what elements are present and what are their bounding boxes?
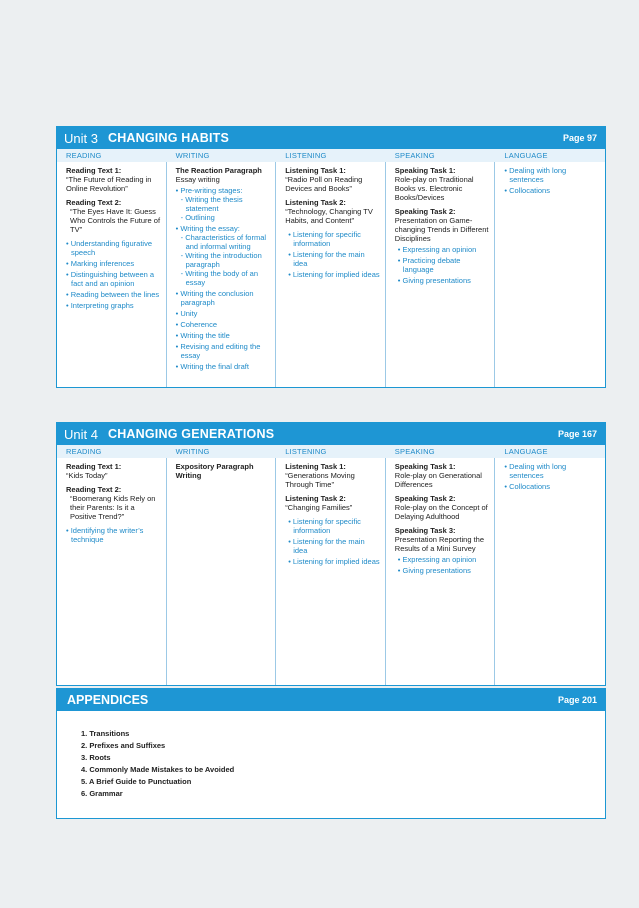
unit3-reading-column	[57, 162, 167, 387]
writing-skill: • Coherence	[176, 320, 272, 329]
writing-skill: • Writing the final draft	[176, 362, 272, 371]
reading-skill: • Marking inferences	[66, 259, 162, 268]
listening-skill: • Listening for specific information	[288, 517, 381, 535]
appendix-item: 4. Commonly Made Mistakes to be Avoided	[81, 765, 235, 774]
appendices-list	[57, 711, 605, 800]
listening-task-1-title: Listening Task 1:	[285, 462, 346, 471]
appendices-title: APPENDICES	[67, 693, 149, 707]
speaking-task-2-name: Presentation on Game-changing Trends in Different Disciplines	[394, 216, 489, 243]
unit3-column-headers	[57, 149, 605, 162]
reading-text-1-name: “Kids Today”	[66, 471, 108, 480]
appendix-item: 2. Prefixes and Suffixes	[81, 741, 166, 750]
listening-skill: • Listening for specific information	[288, 230, 381, 248]
appendices-header	[57, 689, 605, 711]
column-header-listening: LISTENING	[285, 447, 327, 456]
reading-text-2-name: “The Eyes Have It: Guess Who Controls the Future of TV”	[70, 207, 161, 234]
unit4-title: CHANGING GENERATIONS	[107, 427, 275, 441]
unit4-writing-column	[167, 458, 277, 685]
column-header-language: LANGUAGE	[504, 151, 548, 160]
appendices-panel	[56, 688, 606, 819]
unit4-reading-column	[57, 458, 167, 685]
language-skill: • Collocations	[504, 482, 601, 491]
listening-task-2-name: “Technology, Changing TV Habits, and Content”	[285, 207, 373, 225]
unit4-listening-column	[276, 458, 386, 685]
speaking-skill: • Practicing debate language	[398, 256, 491, 274]
speaking-task-1-title: Speaking Task 1:	[394, 462, 456, 471]
listening-skill: • Listening for the main idea	[288, 537, 381, 555]
speaking-skill: • Giving presentations	[398, 566, 491, 575]
writing-skill: • Writing the title	[176, 331, 272, 340]
writing-skill: • Unity	[176, 309, 272, 318]
unit4-columns	[57, 458, 605, 685]
listening-skill: • Listening for implied ideas	[288, 557, 381, 566]
unit4-page: Page 167	[557, 429, 597, 439]
unit4-speaking-column	[386, 458, 496, 685]
unit3-page: Page 97	[562, 133, 597, 143]
speaking-task-2-title: Speaking Task 2:	[394, 494, 456, 503]
writing-subskill: - Writing the thesis statement	[176, 195, 272, 213]
column-header-listening: LISTENING	[285, 151, 327, 160]
language-skill: • Dealing with long sentences	[504, 166, 601, 184]
listening-task-1-title: Listening Task 1:	[285, 166, 346, 175]
appendix-item: 1. Transitions	[81, 729, 130, 738]
writing-title: Expository Paragraph Writing	[175, 462, 254, 480]
column-header-writing: WRITING	[175, 151, 210, 160]
writing-subskill: - Writing the introduction paragraph	[176, 251, 272, 269]
appendices-page: Page 201	[557, 695, 597, 705]
unit4-panel	[56, 422, 606, 686]
writing-subskill: - Outlining	[176, 213, 272, 222]
listening-task-1-name: “Radio Poll on Reading Devices and Books”	[285, 175, 363, 193]
unit3-panel	[56, 126, 606, 388]
unit4-language-column	[495, 458, 605, 685]
appendix-item: 5. A Brief Guide to Punctuation	[81, 777, 192, 786]
unit3-number: Unit 3	[64, 130, 98, 146]
speaking-skill: • Giving presentations	[398, 276, 491, 285]
column-header-reading: READING	[66, 151, 102, 160]
language-skill: • Dealing with long sentences	[504, 462, 601, 480]
unit3-writing-column	[167, 162, 277, 387]
writing-subskill: - Writing the body of an essay	[176, 269, 272, 287]
reading-text-1-title: Reading Text 1:	[66, 166, 122, 175]
reading-skill: • Reading between the lines	[66, 290, 162, 299]
listening-task-1-name: “Generations Moving Through Time”	[285, 471, 355, 489]
speaking-task-2-title: Speaking Task 2:	[394, 207, 456, 216]
writing-skill: • Revising and editing the essay	[176, 342, 272, 360]
column-header-speaking: SPEAKING	[394, 151, 435, 160]
speaking-task-2-name: Role-play on the Concept of Delaying Adulthood	[394, 503, 488, 521]
language-skill: • Collocations	[504, 186, 601, 195]
unit3-speaking-column	[386, 162, 496, 387]
writing-skill: • Writing the essay:	[176, 224, 272, 233]
unit4-number: Unit 4	[64, 426, 98, 442]
reading-skill: • Identifying the writer’s technique	[66, 526, 162, 544]
reading-skill: • Interpreting graphs	[66, 301, 162, 310]
listening-task-2-name: “Changing Families”	[285, 503, 353, 512]
unit3-header	[57, 127, 605, 149]
writing-subskill: - Characteristics of formal and informal writing	[176, 233, 272, 251]
speaking-task-1-name: Role-play on Traditional Books vs. Electronic Books/Devices	[394, 175, 474, 202]
speaking-task-1-title: Speaking Task 1:	[394, 166, 456, 175]
writing-skill: • Pre-writing stages:	[176, 186, 272, 195]
reading-text-2-title: Reading Text 2:	[66, 485, 122, 494]
unit4-column-headers	[57, 445, 605, 458]
reading-text-1-name: “The Future of Reading in Online Revolution”	[66, 175, 152, 193]
writing-subtitle: Essay writing	[175, 175, 220, 184]
reading-skill: • Distinguishing between a fact and an opinion	[66, 270, 162, 288]
writing-title: The Reaction Paragraph	[175, 166, 262, 175]
listening-skill: • Listening for implied ideas	[288, 270, 381, 279]
speaking-task-3-title: Speaking Task 3:	[394, 526, 456, 535]
listening-task-2-title: Listening Task 2:	[285, 198, 346, 207]
unit4-header	[57, 423, 605, 445]
column-header-reading: READING	[66, 447, 102, 456]
reading-text-1-title: Reading Text 1:	[66, 462, 122, 471]
column-header-language: LANGUAGE	[504, 447, 548, 456]
unit3-title: CHANGING HABITS	[107, 131, 230, 145]
column-header-speaking: SPEAKING	[394, 447, 435, 456]
reading-text-2-name: “Boomerang Kids Rely on their Parents: Is it a Positive Trend?”	[70, 494, 156, 521]
unit3-listening-column	[276, 162, 386, 387]
speaking-task-1-name: Role-play on Generational Differences	[394, 471, 482, 489]
listening-skill: • Listening for the main idea	[288, 250, 381, 268]
reading-text-2-title: Reading Text 2:	[66, 198, 122, 207]
reading-skill: • Understanding figurative speech	[66, 239, 162, 257]
writing-skill: • Writing the conclusion paragraph	[176, 289, 272, 307]
column-header-writing: WRITING	[175, 447, 210, 456]
speaking-skill: • Expressing an opinion	[398, 555, 491, 564]
appendix-item: 6. Grammar	[81, 789, 123, 798]
appendix-item: 3. Roots	[81, 753, 111, 762]
unit3-language-column	[495, 162, 605, 387]
unit3-columns	[57, 162, 605, 387]
speaking-skill: • Expressing an opinion	[398, 245, 491, 254]
speaking-task-3-name: Presentation Reporting the Results of a Mini Survey	[394, 535, 485, 553]
listening-task-2-title: Listening Task 2:	[285, 494, 346, 503]
